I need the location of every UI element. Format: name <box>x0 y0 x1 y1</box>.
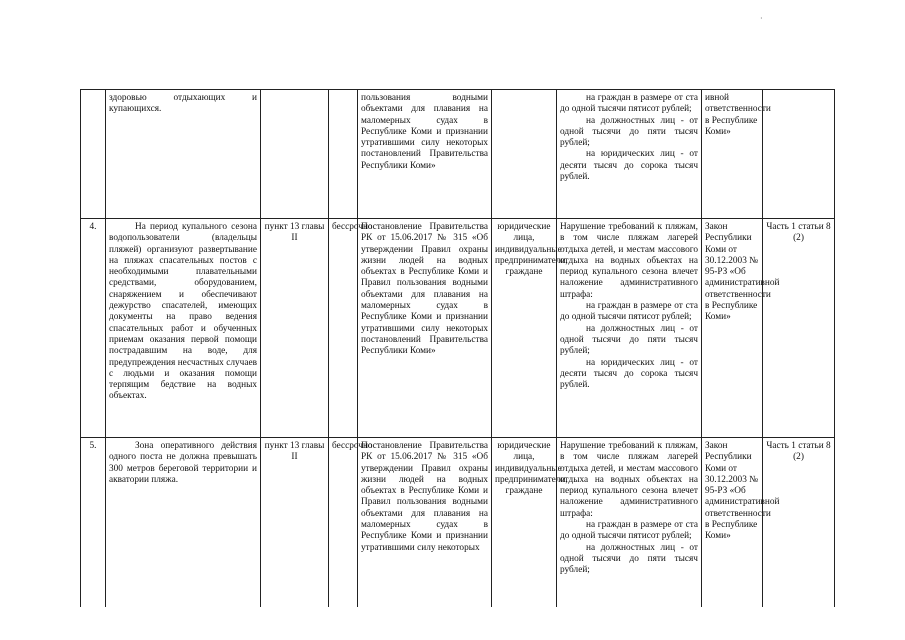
violation-item: на граждан в размере от ста до одной тысячи пятисот рублей; <box>560 301 698 323</box>
violation-cell <box>557 90 702 219</box>
legal-act-cell: Постановление Правительства РК от 15.06.2017 № 315 «Об утверждении Правил охраны жизни людей на водных объектах в Республике Коми и Правил пользования водными объектами для плавания на маломерных судах в Республике Коми и признании утратившими силу некоторых постановлений Правительства Республики Коми» <box>358 219 492 438</box>
term-cell: бессрочно <box>329 219 358 438</box>
subjects-cell: юридические лица, индивидуальные предприниматели, граждане <box>492 438 557 608</box>
law-cell: Закон Республики Коми от 30.12.2003 № 95-РЗ «Об административной ответственности в Республике Коми» <box>702 219 763 438</box>
row-number: 5. <box>81 438 106 608</box>
row-number: 4. <box>81 219 106 438</box>
requirements-table <box>80 89 835 607</box>
violation-item: на должностных лиц - от одной тысячи до пяти тысяч рублей; <box>560 542 698 576</box>
legal-act-cell: Постановление Правительства РК от 15.06.2017 № 315 «Об утверждении Правил охраны жизни людей на водных объектах в Республике Коми и Правил пользования водными объектами для плавания на маломерных судах в Республике Коми и признании утратившими силу некоторых <box>358 438 492 608</box>
law-cell: Закон Республики Коми от 30.12.2003 № 95-РЗ «Об административной ответственности в Республике Коми» <box>702 438 763 608</box>
legal-act-cell: пользования водными объектами для плавания на маломерных судах в Республике Коми и признании утратившими силу некоторых постановлений Правительства Республики Коми» <box>358 90 492 219</box>
term-cell <box>329 90 358 219</box>
page-mark: · <box>760 14 763 23</box>
article-cell <box>261 90 329 219</box>
part-cell <box>763 90 835 219</box>
requirement-cell <box>106 219 261 438</box>
requirement-text: На период купального сезона водопользователи (владельцы пляжей) организуют развертывание на пляжах спасательных постов с необходимыми плавательными средствами, оборудованием, снаряжением и обеспечивают дежурство спасателей, имеющих документы на право ведения спасательных работ и обученных приемам оказания первой помощи пострадавшим на воде, для предупреждения несчастных случаев с людьми и оказания помощи терпящим бедствие на водных объектах. <box>109 222 257 402</box>
subjects-cell: юридические лица, индивидуальные предприниматели, граждане <box>492 219 557 438</box>
requirement-cell <box>106 438 261 608</box>
part-cell: Часть 1 статьи 8 (2) <box>763 219 835 438</box>
violation-item: на должностных лиц - от одной тысячи до пяти тысяч рублей; <box>560 323 698 357</box>
table-row <box>81 219 835 438</box>
row-number <box>81 90 106 219</box>
violation-item: на граждан в размере от ста до одной тысячи пятисот рублей; <box>560 93 698 115</box>
part-cell: Часть 1 статьи 8 (2) <box>763 438 835 608</box>
law-cell: ивной ответственности в Республике Коми» <box>702 90 763 219</box>
requirement-cell: здоровью отдыхающих и купающихся. <box>106 90 261 219</box>
article-cell: пункт 13 главы II <box>261 438 329 608</box>
table-row <box>81 90 835 219</box>
subjects-cell <box>492 90 557 219</box>
violation-item: на юридических лиц - от десяти тысяч до сорока тысяч рублей. <box>560 357 698 391</box>
violation-item: на должностных лиц - от одной тысячи до пяти тысяч рублей; <box>560 115 698 149</box>
requirement-text: Зона оперативного действия одного поста не должна превышать 300 метров береговой территории и акватории пляжа. <box>109 441 257 485</box>
table-row <box>81 438 835 608</box>
article-cell: пункт 13 главы II <box>261 219 329 438</box>
term-cell: бессрочно <box>329 438 358 608</box>
violation-item: на юридических лиц - от десяти тысяч до сорока тысяч рублей. <box>560 149 698 183</box>
violation-intro: Нарушение требований к пляжам, в том числе пляжам лагерей отдыха детей, и местам массового отдыха на водных объектах на период купального сезона влечет наложение административного штрафа: <box>560 222 698 300</box>
violation-item: на граждан в размере от ста до одной тысячи пятисот рублей; <box>560 520 698 542</box>
violation-cell <box>557 219 702 438</box>
violation-cell <box>557 438 702 608</box>
violation-intro: Нарушение требований к пляжам, в том числе пляжам лагерей отдыха детей, и местам массового отдыха на водных объектах на период купального сезона влечет наложение административного штрафа: <box>560 441 698 519</box>
